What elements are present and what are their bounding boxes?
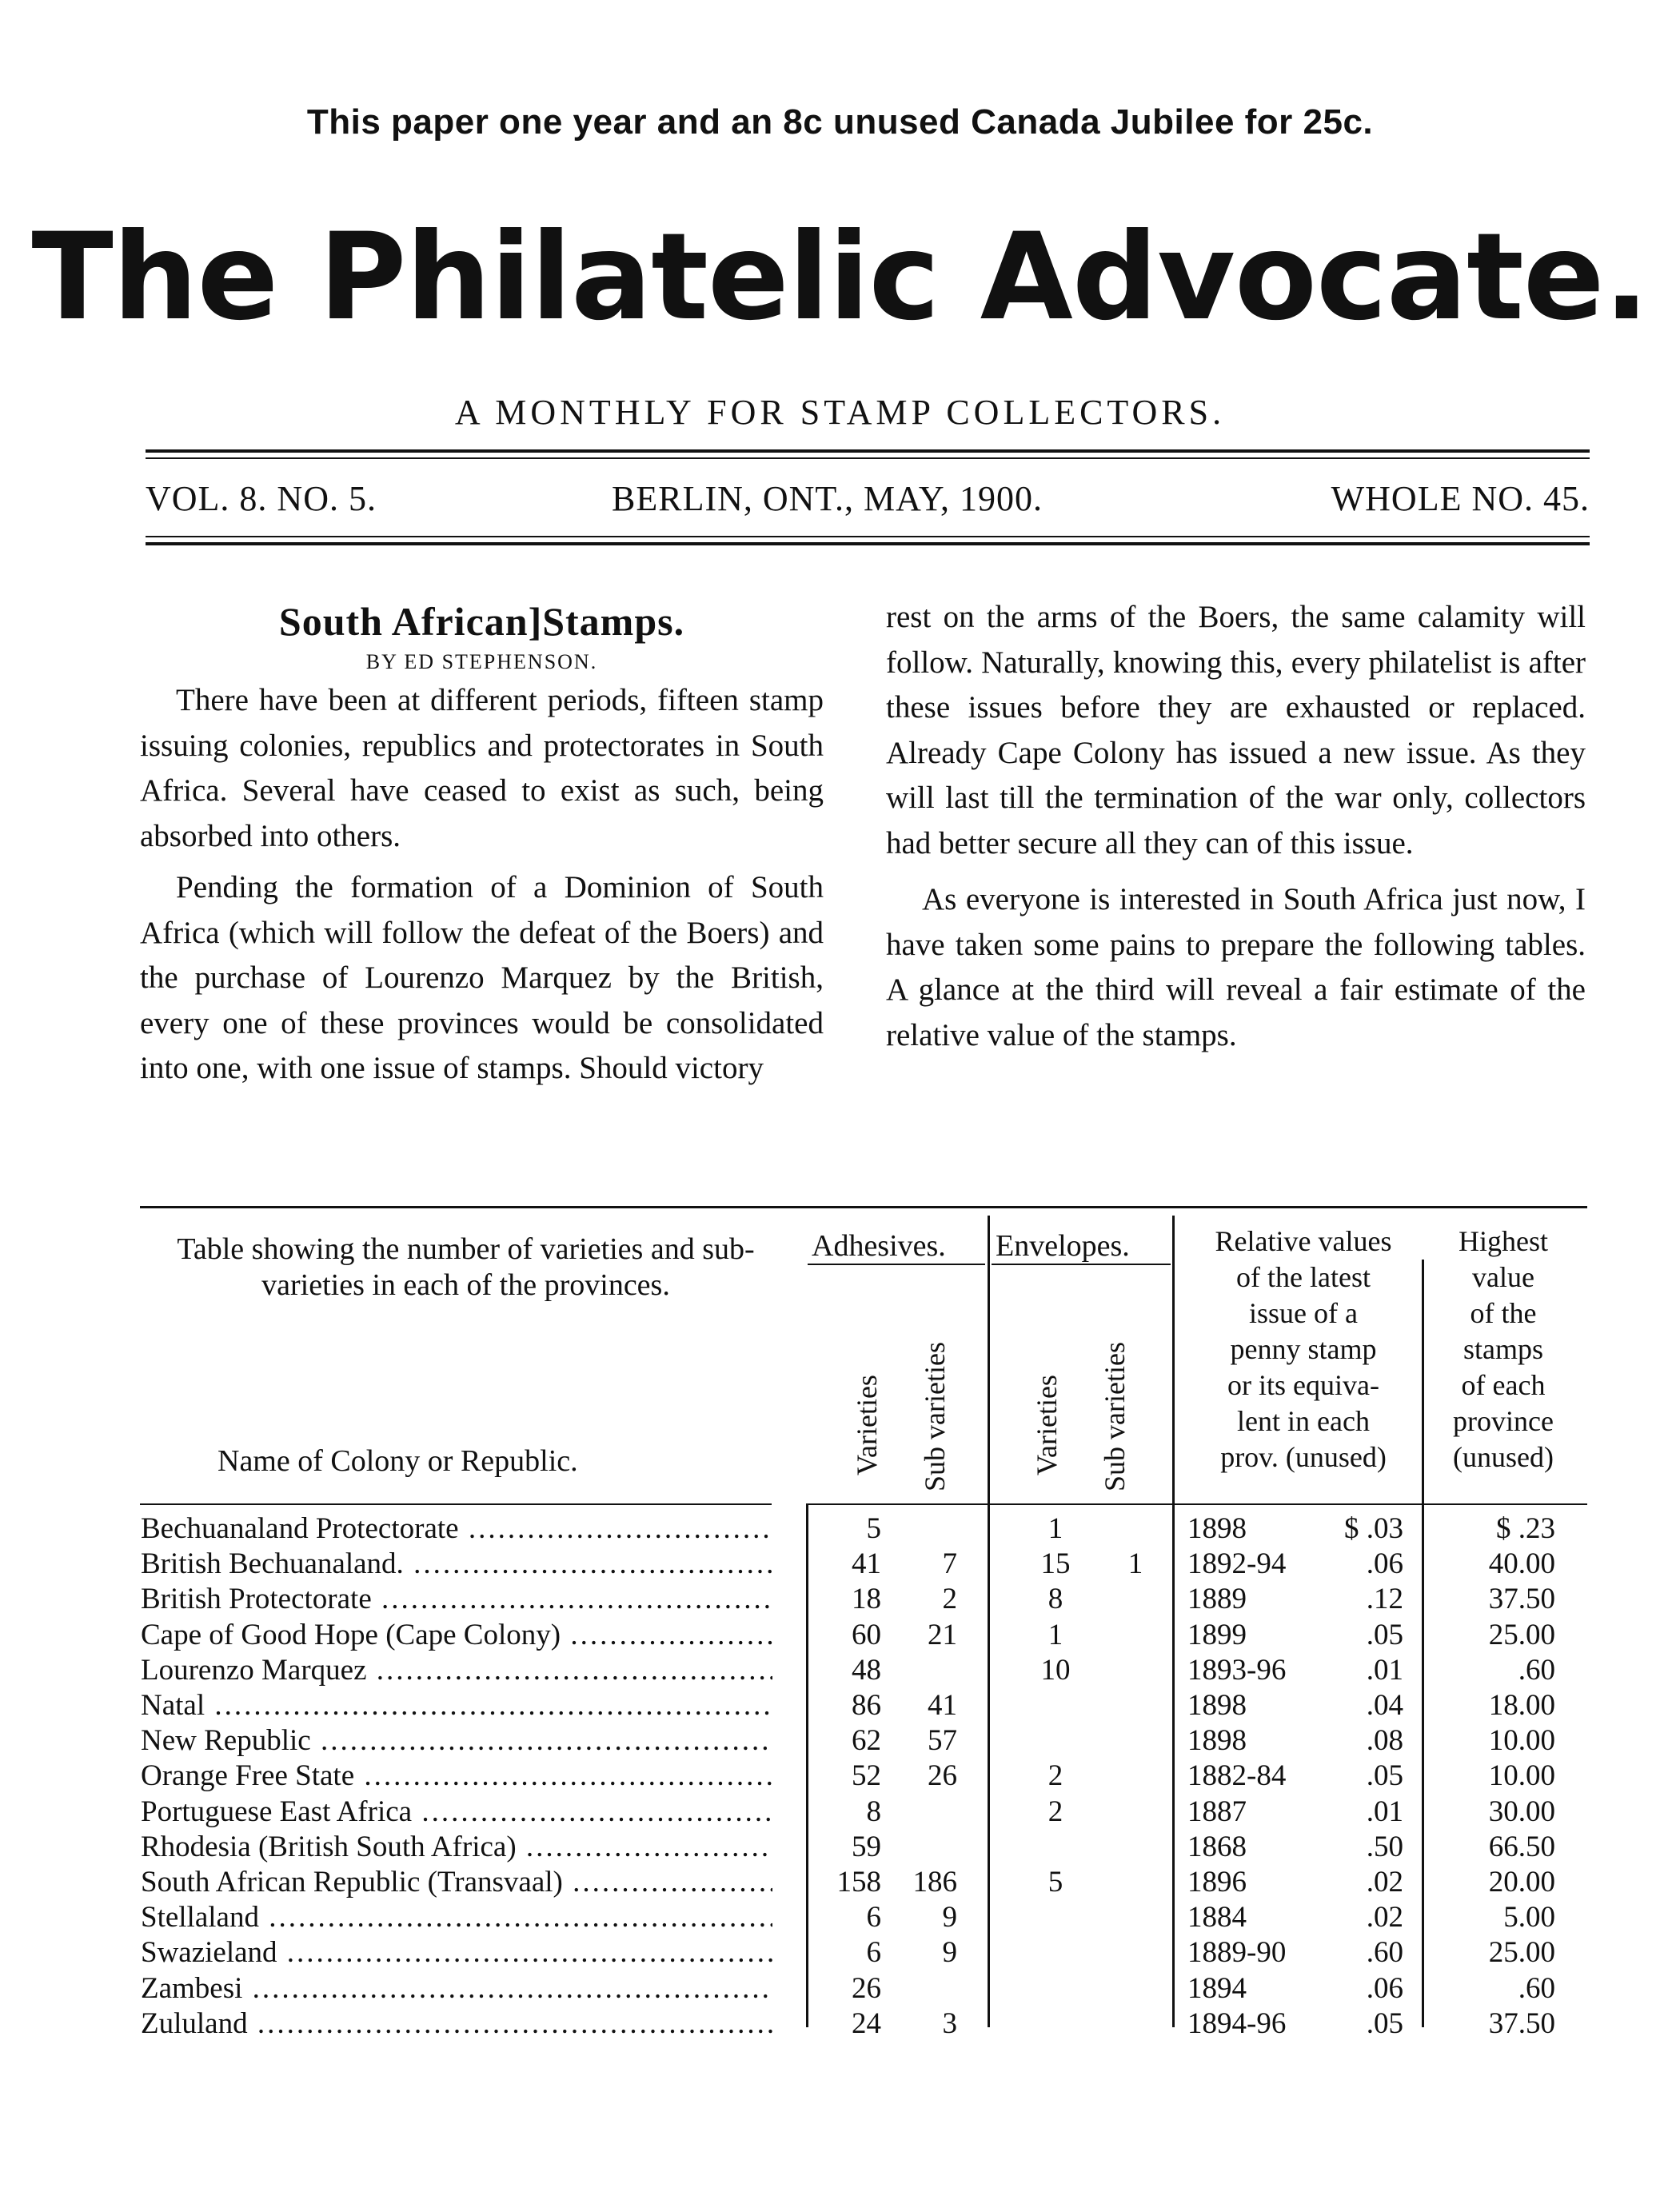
adhesive-subvarieties: 3 [942,2006,957,2040]
relative-value: .06 [1366,1547,1403,1581]
header-rule-top [146,449,1590,453]
article-paragraph: rest on the arms of the Boers, the same calamity will follow. Naturally, knowing this, every philatelist is after these issues before they are exhausted or replaced. Already Cape Colony has issued a new issue. As they will last till the termination of the war only, collectors had better secure all they can of this issue. [886,600,1586,860]
adhesive-varieties: 41 [852,1547,881,1581]
issue-year: 1899 [1187,1618,1247,1651]
relative-header-line: lent in each [1237,1405,1370,1437]
highest-value: 20.00 [1488,1866,1555,1899]
highest-value: 37.50 [1488,2006,1555,2040]
issue-year: 1889-90 [1187,1936,1287,1970]
adhesive-subvarieties: 21 [928,1618,957,1651]
highest-value: 37.50 [1488,1583,1555,1616]
envelopes-underline [992,1264,1171,1265]
issue-year: 1892-94 [1187,1547,1287,1581]
highest-header-line: of the [1470,1297,1537,1329]
envelope-varieties: 5 [1048,1866,1063,1899]
relative-header-line: Relative values [1215,1225,1392,1257]
issue-year: 1896 [1187,1866,1247,1899]
adhesive-varieties: 62 [852,1724,881,1758]
issue-year: 1894 [1187,1971,1247,2005]
issue-year: 1884 [1187,1901,1247,1934]
envelope-varieties: 1 [1048,1512,1063,1545]
adhesive-subvarieties: 26 [928,1759,957,1793]
highest-value: 25.00 [1488,1936,1555,1970]
table-row [0,1830,1680,1865]
adhesive-subvarieties: 9 [942,1901,957,1934]
colony-name: British Bechuanaland. ..... [141,1547,772,1582]
issue-year: 1887 [1187,1795,1247,1828]
header-rule-bottom-thin [146,536,1590,537]
table-row [0,1865,1680,1900]
highest-header-line: stamps [1463,1333,1543,1365]
table-row [0,1511,1680,1547]
issue-year: 1898 [1187,1689,1247,1722]
highest-value-header [1427,1224,1579,1475]
promo-line: This paper one year and an 8c unused Canada Jubilee for 25c. [306,102,1374,142]
relative-value: .08 [1366,1724,1403,1758]
relative-header-line: penny stamp [1230,1333,1377,1365]
adhesive-varieties: 18 [852,1583,881,1616]
adhesives-subvarieties-header: Sub varieties [919,1342,951,1491]
table-top-rule [140,1206,1587,1208]
whole-number: WHOLE NO. 45. [1331,479,1590,518]
volume-number: VOL. 8. NO. 5. [146,479,377,518]
relative-value: .50 [1366,1830,1403,1863]
colony-name: British Protectorate ..... [141,1582,772,1617]
highest-value: 5.00 [1503,1901,1555,1934]
colony-name: Portuguese East Africa ..... [141,1795,772,1830]
envelopes-varieties-header: Varieties [1031,1375,1063,1475]
adhesive-varieties: 60 [852,1618,881,1651]
colony-name: Orange Free State ..... [141,1759,772,1794]
envelopes-header: Envelopes. [996,1229,1130,1263]
article-paragraph: There have been at different periods, fifteen stamp issuing colonies, republics and protectorates in South Africa. Several have ceased to exist as such, being absorbed into others. [140,683,824,853]
adhesives-underline [808,1264,985,1265]
colony-name: Stellaland ..... [141,1900,772,1935]
relative-header-line: issue of a [1249,1297,1358,1329]
highest-value: .60 [1518,1971,1555,2005]
adhesive-varieties: 5 [866,1512,881,1545]
adhesive-varieties: 8 [866,1795,881,1828]
envelope-varieties: 10 [1040,1653,1071,1687]
relative-value: $ .03 [1344,1512,1403,1545]
table-row [0,1935,1680,1970]
colony-name: Zambesi ..... [141,1971,772,2006]
table-row [0,1653,1680,1688]
adhesive-varieties: 48 [852,1653,881,1687]
relative-value-header [1183,1224,1423,1475]
colony-name: Cape of Good Hope (Cape Colony) ..... [141,1618,772,1653]
relative-value: .60 [1366,1936,1403,1970]
header-rule-bottom [146,542,1590,545]
adhesive-subvarieties: 41 [928,1689,957,1722]
adhesive-varieties: 86 [852,1689,881,1722]
relative-value: .05 [1366,2006,1403,2040]
adhesives-header: Adhesives. [812,1229,946,1263]
relative-value: .02 [1366,1866,1403,1899]
relative-value: .01 [1366,1795,1403,1828]
highest-header-line: Highest [1459,1225,1548,1257]
highest-header-line: of each [1461,1369,1546,1401]
highest-header-line: value [1472,1261,1534,1293]
table-row [0,1900,1680,1935]
relative-header-line: prov. (unused) [1220,1441,1387,1473]
relative-value: .04 [1366,1689,1403,1722]
colony-name: Bechuanaland Protectorate ..... [141,1511,772,1547]
relative-value: .02 [1366,1901,1403,1934]
adhesive-varieties: 24 [852,2006,881,2040]
adhesive-varieties: 59 [852,1830,881,1863]
highest-value: .60 [1518,1653,1555,1687]
adhesive-varieties: 158 [836,1866,881,1899]
relative-header-line: or its equiva- [1227,1369,1379,1401]
table-row [0,1582,1680,1617]
colony-name: Swazieland ..... [141,1935,772,1970]
highest-value: 25.00 [1488,1618,1555,1651]
colony-name: Lourenzo Marquez ..... [141,1653,772,1688]
highest-value: 66.50 [1488,1830,1555,1863]
colony-name: New Republic ..... [141,1723,772,1759]
envelope-varieties: 2 [1048,1795,1063,1828]
masthead-title: The Philatelic Advocate. [31,208,1649,347]
issue-year: 1894-96 [1187,2006,1287,2040]
highest-header-line: province [1453,1405,1554,1437]
envelope-varieties: 1 [1048,1618,1063,1651]
issue-year: 1868 [1187,1830,1247,1863]
colony-name: Natal ..... [141,1688,772,1723]
columns-underline [808,1503,1587,1505]
envelope-subvarieties: 1 [1127,1547,1143,1581]
adhesive-subvarieties: 2 [942,1583,957,1616]
relative-header-line: of the latest [1236,1261,1371,1293]
highest-value: 30.00 [1488,1795,1555,1828]
relative-value: .12 [1366,1583,1403,1616]
highest-header-line: (unused) [1453,1441,1554,1473]
colony-name: Rhodesia (British South Africa) ..... [141,1830,772,1865]
colony-name: Zululand ..... [141,2006,772,2042]
table-row [0,1723,1680,1759]
adhesive-subvarieties: 9 [942,1936,957,1970]
table-row [0,1688,1680,1723]
table-caption: Table showing the number of varieties and sub-varieties in each of the provinces. [177,1232,755,1302]
table-row [0,1547,1680,1582]
highest-value: 10.00 [1488,1759,1555,1793]
adhesive-varieties: 6 [866,1901,881,1934]
adhesive-subvarieties: 186 [912,1866,957,1899]
article-left-column [140,597,824,1092]
relative-value: .06 [1366,1971,1403,2005]
envelope-varieties: 15 [1040,1547,1071,1581]
name-column-header: Name of Colony or Republic. [217,1444,578,1478]
adhesive-subvarieties: 7 [942,1547,957,1581]
table-row [0,1759,1680,1794]
name-underline [140,1503,772,1505]
article-paragraph: Pending the formation of a Dominion of South Africa (which will follow the defeat of the Boers) and the purchase of Lourenzo Marquez by the British, every one of these provinces would be consolidated into one, with one issue of stamps. Should victory [140,870,824,1085]
colony-name: South African Republic (Transvaal) ..... [141,1865,772,1900]
article-paragraph: As everyone is interested in South Africa just now, I have taken some pains to prepare the following tables. A glance at the third will reveal a fair estimate of the relative value of the stamps. [886,882,1586,1052]
masthead-subtitle: A MONTHLY FOR STAMP COLLECTORS. [454,393,1226,432]
highest-value: 10.00 [1488,1724,1555,1758]
issue-year: 1893-96 [1187,1653,1287,1687]
adhesive-subvarieties: 57 [928,1724,957,1758]
header-rule-top-thin [146,457,1590,459]
highest-value: $ .23 [1496,1512,1555,1545]
envelope-varieties: 2 [1048,1759,1063,1793]
adhesive-varieties: 52 [852,1759,881,1793]
adhesives-varieties-header: Varieties [851,1375,883,1475]
article-byline: BY ED STEPHENSON. [365,650,598,673]
envelopes-subvarieties-header: Sub varieties [1099,1342,1131,1491]
article-right-column [886,595,1586,1058]
highest-value: 40.00 [1488,1547,1555,1581]
article-title: South African]Stamps. [278,599,685,644]
relative-value: .05 [1366,1618,1403,1651]
relative-value: .05 [1366,1759,1403,1793]
table-row [0,1795,1680,1830]
place-date: BERLIN, ONT., MAY, 1900. [612,479,1044,518]
issue-line [146,478,1590,526]
relative-value: .01 [1366,1653,1403,1687]
issue-year: 1898 [1187,1512,1247,1545]
adhesive-varieties: 6 [866,1936,881,1970]
envelope-varieties: 8 [1048,1583,1063,1616]
issue-year: 1889 [1187,1583,1247,1616]
table-row [0,1971,1680,2006]
issue-year: 1882-84 [1187,1759,1287,1793]
adhesive-varieties: 26 [852,1971,881,2005]
table-row [0,1618,1680,1653]
highest-value: 18.00 [1488,1689,1555,1722]
issue-year: 1898 [1187,1724,1247,1758]
table-row [0,2006,1680,2042]
